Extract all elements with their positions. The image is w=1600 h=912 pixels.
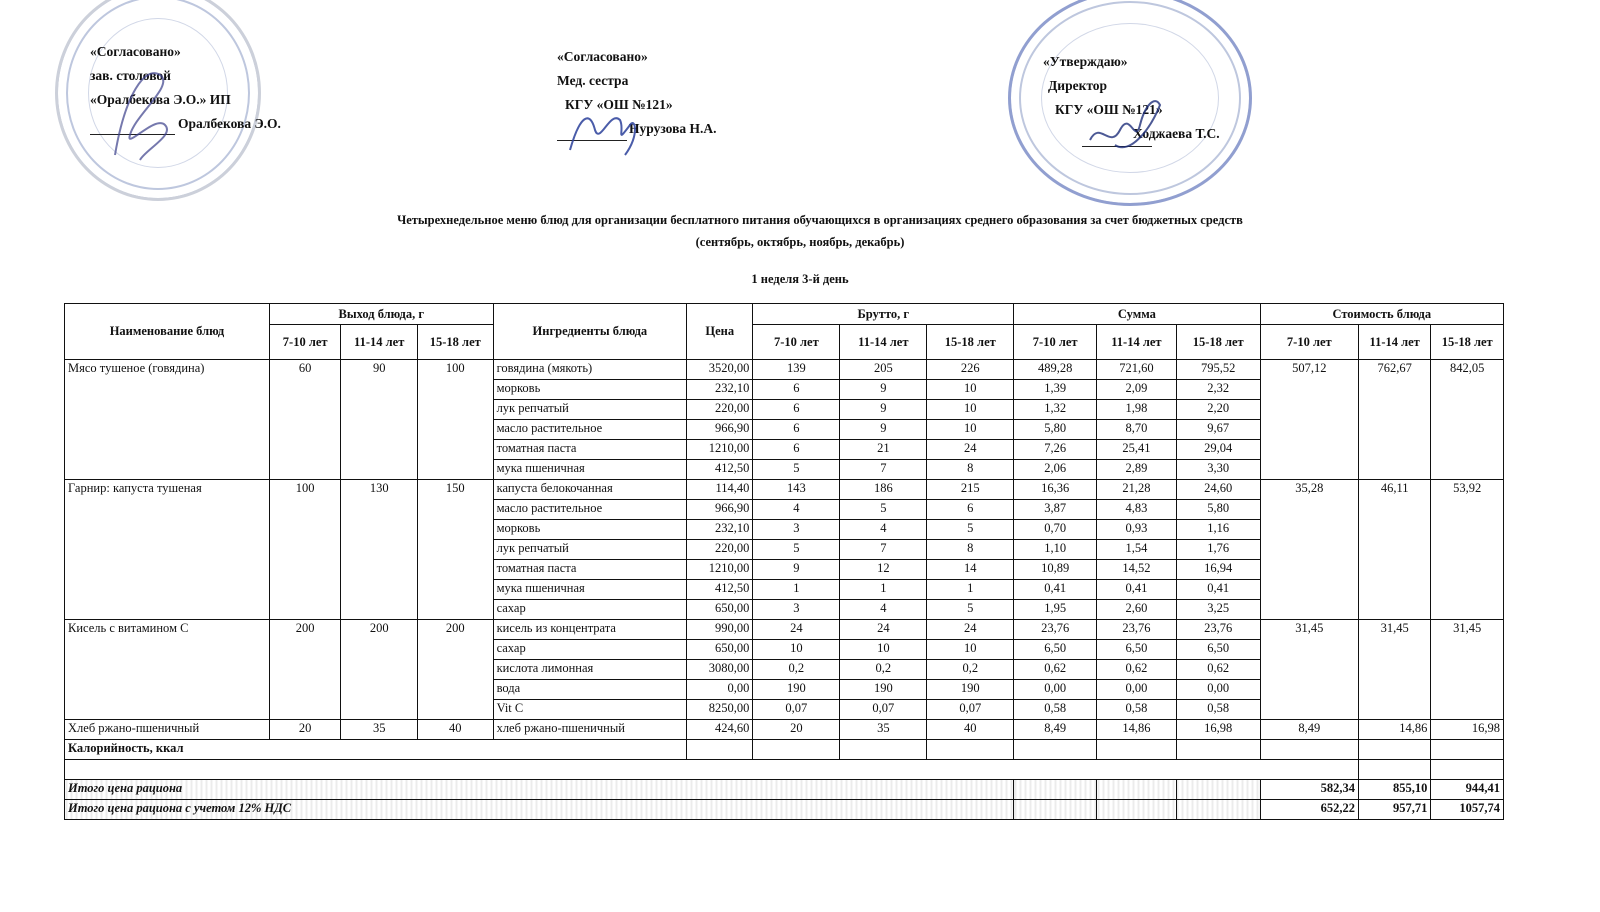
- header-cost-7-10: 7-10 лет: [1260, 325, 1358, 360]
- ingredient-gross: 1: [840, 580, 927, 600]
- ingredient-gross: 1: [927, 580, 1014, 600]
- ingredient-price: 3520,00: [687, 360, 753, 380]
- total-value-11-14: 855,10: [1358, 780, 1430, 800]
- signature-line-middle: [557, 140, 627, 141]
- ingredient-sum: 0,58: [1014, 700, 1097, 720]
- ingredient-sum: 3,30: [1176, 460, 1260, 480]
- ingredient-sum: 9,67: [1176, 420, 1260, 440]
- ingredient-price: 412,50: [687, 580, 753, 600]
- ingredient-name: кислота лимонная: [493, 660, 687, 680]
- ingredient-price: 114,40: [687, 480, 753, 500]
- ingredient-gross: 190: [753, 680, 840, 700]
- ingredient-gross: 40: [927, 720, 1014, 740]
- ingredient-gross: 6: [927, 500, 1014, 520]
- ingredient-price: 966,90: [687, 500, 753, 520]
- ingredient-gross: 0,2: [753, 660, 840, 680]
- ingredient-gross: 24: [927, 620, 1014, 640]
- ingredient-name: масло растительное: [493, 420, 687, 440]
- ingredient-sum: 7,26: [1014, 440, 1097, 460]
- ingredient-price: 220,00: [687, 400, 753, 420]
- document-period: (сентябрь, октябрь, ноябрь, декабрь): [695, 235, 905, 249]
- ingredient-gross: 5: [927, 520, 1014, 540]
- dish-yield: 150: [417, 480, 493, 620]
- approval-block-canteen: [90, 40, 281, 136]
- calories-row: [65, 740, 1504, 760]
- ingredient-price: 3080,00: [687, 660, 753, 680]
- ingredient-sum: 0,62: [1176, 660, 1260, 680]
- ingredient-price: 424,60: [687, 720, 753, 740]
- dish-cost: 842,05: [1431, 360, 1504, 480]
- header-yield: Выход блюда, г: [269, 304, 493, 325]
- total-vat-label: Итого цена рациона с учетом 12% НДС: [65, 800, 1014, 820]
- ingredient-sum: 6,50: [1014, 640, 1097, 660]
- total-value-15-18: 944,41: [1431, 780, 1504, 800]
- header-price: Цена: [687, 304, 753, 360]
- total-vat-value-7-10: 652,22: [1260, 800, 1358, 820]
- ingredient-price: 0,00: [687, 680, 753, 700]
- ingredient-gross: 190: [840, 680, 927, 700]
- ingredient-gross: 0,07: [753, 700, 840, 720]
- empty-cell: [1431, 740, 1504, 760]
- menu-table: [64, 303, 1504, 820]
- ingredient-sum: 3,87: [1014, 500, 1097, 520]
- ingredient-gross: 1: [753, 580, 840, 600]
- ingredient-sum: 14,86: [1097, 720, 1177, 740]
- approval-block-director: [1043, 50, 1220, 146]
- ingredient-gross: 226: [927, 360, 1014, 380]
- ingredient-sum: 1,39: [1014, 380, 1097, 400]
- ingredient-sum: 0,58: [1097, 700, 1177, 720]
- ingredient-gross: 4: [753, 500, 840, 520]
- empty-cell: [1176, 780, 1260, 800]
- empty-cell: [1097, 800, 1177, 820]
- dish-cost: 31,45: [1358, 620, 1430, 720]
- header-gross: Брутто, г: [753, 304, 1014, 325]
- ingredient-gross: 35: [840, 720, 927, 740]
- table-row: [65, 480, 1504, 500]
- ingredient-sum: 1,32: [1014, 400, 1097, 420]
- ingredient-gross: 9: [840, 380, 927, 400]
- ingredient-sum: 16,98: [1176, 720, 1260, 740]
- approval-title: «Утверждаю»: [1043, 54, 1128, 69]
- ingredient-gross: 9: [840, 400, 927, 420]
- header-yield-7-10: 7-10 лет: [269, 325, 340, 360]
- total-vat-row: [65, 800, 1504, 820]
- ingredient-gross: 24: [753, 620, 840, 640]
- ingredient-sum: 5,80: [1176, 500, 1260, 520]
- dish-name: Гарнир: капуста тушеная: [65, 480, 270, 620]
- header-sum: Сумма: [1014, 304, 1260, 325]
- dish-name: Кисель с витамином С: [65, 620, 270, 720]
- ingredient-gross: 24: [927, 440, 1014, 460]
- ingredient-gross: 8: [927, 540, 1014, 560]
- ingredient-name: лук репчатый: [493, 400, 687, 420]
- ingredient-gross: 5: [753, 460, 840, 480]
- ingredient-sum: 29,04: [1176, 440, 1260, 460]
- ingredient-name: вода: [493, 680, 687, 700]
- ingredient-gross: 10: [927, 420, 1014, 440]
- ingredient-name: томатная паста: [493, 440, 687, 460]
- empty-cell: [687, 740, 753, 760]
- ingredient-gross: 0,2: [927, 660, 1014, 680]
- empty-cell: [1097, 780, 1177, 800]
- header-dish-cost: Стоимость блюда: [1260, 304, 1503, 325]
- dish-name: Мясо тушеное (говядина): [65, 360, 270, 480]
- ingredient-price: 990,00: [687, 620, 753, 640]
- header-yield-15-18: 15-18 лет: [417, 325, 493, 360]
- header-sum-11-14: 11-14 лет: [1097, 325, 1177, 360]
- signature-line-right: [1082, 146, 1152, 147]
- ingredient-sum: 6,50: [1176, 640, 1260, 660]
- ingredient-price: 966,90: [687, 420, 753, 440]
- ingredient-gross: 215: [927, 480, 1014, 500]
- ingredient-gross: 20: [753, 720, 840, 740]
- dish-yield: 20: [269, 720, 340, 740]
- ingredient-gross: 3: [753, 520, 840, 540]
- ingredient-gross: 7: [840, 540, 927, 560]
- header-yield-11-14: 11-14 лет: [341, 325, 418, 360]
- ingredient-price: 1210,00: [687, 440, 753, 460]
- ingredient-gross: 3: [753, 600, 840, 620]
- ingredient-sum: 10,89: [1014, 560, 1097, 580]
- ingredient-name: сахар: [493, 640, 687, 660]
- table-row: [65, 360, 1504, 380]
- ingredient-gross: 0,07: [927, 700, 1014, 720]
- calories-label: Калорийность, ккал: [65, 740, 687, 760]
- ingredient-sum: 24,60: [1176, 480, 1260, 500]
- ingredient-gross: 139: [753, 360, 840, 380]
- empty-cell: [1358, 740, 1430, 760]
- ingredient-sum: 14,52: [1097, 560, 1177, 580]
- ingredient-name: лук репчатый: [493, 540, 687, 560]
- dish-cost: 53,92: [1431, 480, 1504, 620]
- spacer-row: [65, 760, 1504, 780]
- empty-cell: [1014, 800, 1097, 820]
- ingredient-gross: 186: [840, 480, 927, 500]
- ingredient-name: томатная паста: [493, 560, 687, 580]
- dish-yield: 200: [341, 620, 418, 720]
- approval-block-nurse: [557, 45, 717, 141]
- document-title: Четырехнедельное меню блюд для организации бесплатного питания обучающихся в организациях среднего образования за счет бюджетных средств: [397, 213, 1243, 227]
- ingredient-sum: 0,00: [1097, 680, 1177, 700]
- ingredient-gross: 143: [753, 480, 840, 500]
- empty-cell: [927, 740, 1014, 760]
- approval-role: зав. столовой: [90, 68, 171, 83]
- dish-cost: 31,45: [1431, 620, 1504, 720]
- ingredient-gross: 0,07: [840, 700, 927, 720]
- approval-org: КГУ «ОШ №121»: [565, 97, 673, 112]
- ingredient-sum: 0,41: [1014, 580, 1097, 600]
- dish-yield: 100: [269, 480, 340, 620]
- ingredient-price: 412,50: [687, 460, 753, 480]
- dish-yield: 130: [341, 480, 418, 620]
- dish-cost: 762,67: [1358, 360, 1430, 480]
- ingredient-name: мука пшеничная: [493, 580, 687, 600]
- dish-cost: 46,11: [1358, 480, 1430, 620]
- ingredient-name: говядина (мякоть): [493, 360, 687, 380]
- approval-org: КГУ «ОШ №121»: [1055, 102, 1163, 117]
- table-row: [65, 620, 1504, 640]
- ingredient-gross: 6: [753, 380, 840, 400]
- ingredient-sum: 0,93: [1097, 520, 1177, 540]
- ingredient-sum: 0,62: [1014, 660, 1097, 680]
- dish-cost: 16,98: [1431, 720, 1504, 740]
- ingredient-gross: 4: [840, 600, 927, 620]
- ingredient-gross: 6: [753, 440, 840, 460]
- empty-cell: [1176, 740, 1260, 760]
- ingredient-sum: 4,83: [1097, 500, 1177, 520]
- ingredient-gross: 4: [840, 520, 927, 540]
- ingredient-sum: 1,76: [1176, 540, 1260, 560]
- ingredient-gross: 10: [840, 640, 927, 660]
- ingredient-sum: 21,28: [1097, 480, 1177, 500]
- dish-yield: 100: [417, 360, 493, 480]
- dish-cost: 35,28: [1260, 480, 1358, 620]
- approval-signer: Нурузова Н.А.: [629, 121, 717, 136]
- ingredient-sum: 0,00: [1014, 680, 1097, 700]
- ingredient-sum: 0,62: [1097, 660, 1177, 680]
- dish-yield: 90: [341, 360, 418, 480]
- ingredient-sum: 1,10: [1014, 540, 1097, 560]
- ingredient-sum: 1,16: [1176, 520, 1260, 540]
- ingredient-price: 232,10: [687, 380, 753, 400]
- ingredient-sum: 0,70: [1014, 520, 1097, 540]
- ingredient-gross: 6: [753, 400, 840, 420]
- ingredient-gross: 5: [753, 540, 840, 560]
- ingredient-name: морковь: [493, 520, 687, 540]
- dish-cost: 507,12: [1260, 360, 1358, 480]
- empty-cell: [1358, 760, 1430, 780]
- ingredient-sum: 2,06: [1014, 460, 1097, 480]
- header-dish-name: Наименование блюд: [65, 304, 270, 360]
- ingredient-gross: 205: [840, 360, 927, 380]
- ingredient-price: 8250,00: [687, 700, 753, 720]
- ingredient-price: 232,10: [687, 520, 753, 540]
- ingredient-sum: 5,80: [1014, 420, 1097, 440]
- ingredient-sum: 16,94: [1176, 560, 1260, 580]
- ingredient-sum: 1,98: [1097, 400, 1177, 420]
- ingredient-sum: 16,36: [1014, 480, 1097, 500]
- dish-yield: 35: [341, 720, 418, 740]
- approval-title: «Согласовано»: [90, 44, 181, 59]
- header-gross-11-14: 11-14 лет: [840, 325, 927, 360]
- ingredient-gross: 10: [927, 400, 1014, 420]
- ingredient-sum: 2,60: [1097, 600, 1177, 620]
- header-gross-15-18: 15-18 лет: [927, 325, 1014, 360]
- empty-cell: [1097, 740, 1177, 760]
- header-cost-11-14: 11-14 лет: [1358, 325, 1430, 360]
- empty-cell: [753, 740, 840, 760]
- empty-cell: [65, 760, 1359, 780]
- ingredient-gross: 5: [840, 500, 927, 520]
- table-row: [65, 720, 1504, 740]
- ingredient-sum: 23,76: [1176, 620, 1260, 640]
- ingredient-price: 650,00: [687, 600, 753, 620]
- approval-org: «Оралбекова Э.О.» ИП: [90, 92, 231, 107]
- ingredient-sum: 2,32: [1176, 380, 1260, 400]
- ingredient-gross: 10: [927, 380, 1014, 400]
- header-ingredients: Ингредиенты блюда: [493, 304, 687, 360]
- header-sum-15-18: 15-18 лет: [1176, 325, 1260, 360]
- ingredient-sum: 23,76: [1097, 620, 1177, 640]
- ingredient-price: 650,00: [687, 640, 753, 660]
- signature-line-left: [90, 134, 175, 135]
- ingredient-name: мука пшеничная: [493, 460, 687, 480]
- ingredient-sum: 2,20: [1176, 400, 1260, 420]
- approval-signer: Ходжаева Т.С.: [1133, 126, 1220, 141]
- ingredient-name: масло растительное: [493, 500, 687, 520]
- ingredient-name: сахар: [493, 600, 687, 620]
- ingredient-name: кисель из концентрата: [493, 620, 687, 640]
- empty-cell: [840, 740, 927, 760]
- total-vat-value-11-14: 957,71: [1358, 800, 1430, 820]
- dish-yield: 40: [417, 720, 493, 740]
- ingredient-gross: 10: [927, 640, 1014, 660]
- ingredient-sum: 0,58: [1176, 700, 1260, 720]
- ingredient-price: 1210,00: [687, 560, 753, 580]
- ingredient-gross: 14: [927, 560, 1014, 580]
- ingredient-sum: 1,95: [1014, 600, 1097, 620]
- ingredient-name: Vit C: [493, 700, 687, 720]
- header-gross-7-10: 7-10 лет: [753, 325, 840, 360]
- total-vat-value-15-18: 1057,74: [1431, 800, 1504, 820]
- ingredient-sum: 0,41: [1097, 580, 1177, 600]
- ingredient-sum: 3,25: [1176, 600, 1260, 620]
- total-row: [65, 780, 1504, 800]
- dish-cost: 31,45: [1260, 620, 1358, 720]
- empty-cell: [1176, 800, 1260, 820]
- ingredient-sum: 8,70: [1097, 420, 1177, 440]
- ingredient-sum: 2,89: [1097, 460, 1177, 480]
- ingredient-sum: 0,41: [1176, 580, 1260, 600]
- ingredient-sum: 8,49: [1014, 720, 1097, 740]
- empty-cell: [1260, 740, 1358, 760]
- ingredient-gross: 0,2: [840, 660, 927, 680]
- approval-role: Директор: [1048, 78, 1108, 93]
- ingredient-gross: 9: [840, 420, 927, 440]
- ingredient-gross: 9: [753, 560, 840, 580]
- ingredient-gross: 10: [753, 640, 840, 660]
- document-subtitle-week-day: 1 неделя 3-й день: [751, 272, 849, 286]
- ingredient-name: капуста белокочанная: [493, 480, 687, 500]
- ingredient-sum: 25,41: [1097, 440, 1177, 460]
- dish-yield: 60: [269, 360, 340, 480]
- ingredient-sum: 2,09: [1097, 380, 1177, 400]
- ingredient-sum: 0,00: [1176, 680, 1260, 700]
- ingredient-gross: 8: [927, 460, 1014, 480]
- ingredient-name: морковь: [493, 380, 687, 400]
- ingredient-sum: 1,54: [1097, 540, 1177, 560]
- dish-yield: 200: [417, 620, 493, 720]
- ingredient-price: 220,00: [687, 540, 753, 560]
- ingredient-sum: 6,50: [1097, 640, 1177, 660]
- menu-table-body: [65, 360, 1504, 740]
- total-value-7-10: 582,34: [1260, 780, 1358, 800]
- ingredient-gross: 12: [840, 560, 927, 580]
- dish-cost: 14,86: [1358, 720, 1430, 740]
- empty-cell: [1431, 760, 1504, 780]
- ingredient-sum: 489,28: [1014, 360, 1097, 380]
- ingredient-gross: 7: [840, 460, 927, 480]
- empty-cell: [1014, 780, 1097, 800]
- header-sum-7-10: 7-10 лет: [1014, 325, 1097, 360]
- ingredient-gross: 24: [840, 620, 927, 640]
- ingredient-sum: 23,76: [1014, 620, 1097, 640]
- ingredient-sum: 721,60: [1097, 360, 1177, 380]
- dish-yield: 200: [269, 620, 340, 720]
- ingredient-gross: 21: [840, 440, 927, 460]
- header-cost-15-18: 15-18 лет: [1431, 325, 1504, 360]
- total-label: Итого цена рациона: [65, 780, 1014, 800]
- approval-role: Мед. сестра: [557, 73, 629, 88]
- ingredient-sum: 795,52: [1176, 360, 1260, 380]
- approval-title: «Согласовано»: [557, 49, 648, 64]
- ingredient-gross: 190: [927, 680, 1014, 700]
- dish-name: Хлеб ржано-пшеничный: [65, 720, 270, 740]
- ingredient-name: хлеб ржано-пшеничный: [493, 720, 687, 740]
- ingredient-gross: 5: [927, 600, 1014, 620]
- ingredient-gross: 6: [753, 420, 840, 440]
- empty-cell: [1014, 740, 1097, 760]
- approval-signer: Оралбекова Э.О.: [178, 116, 281, 131]
- dish-cost: 8,49: [1260, 720, 1358, 740]
